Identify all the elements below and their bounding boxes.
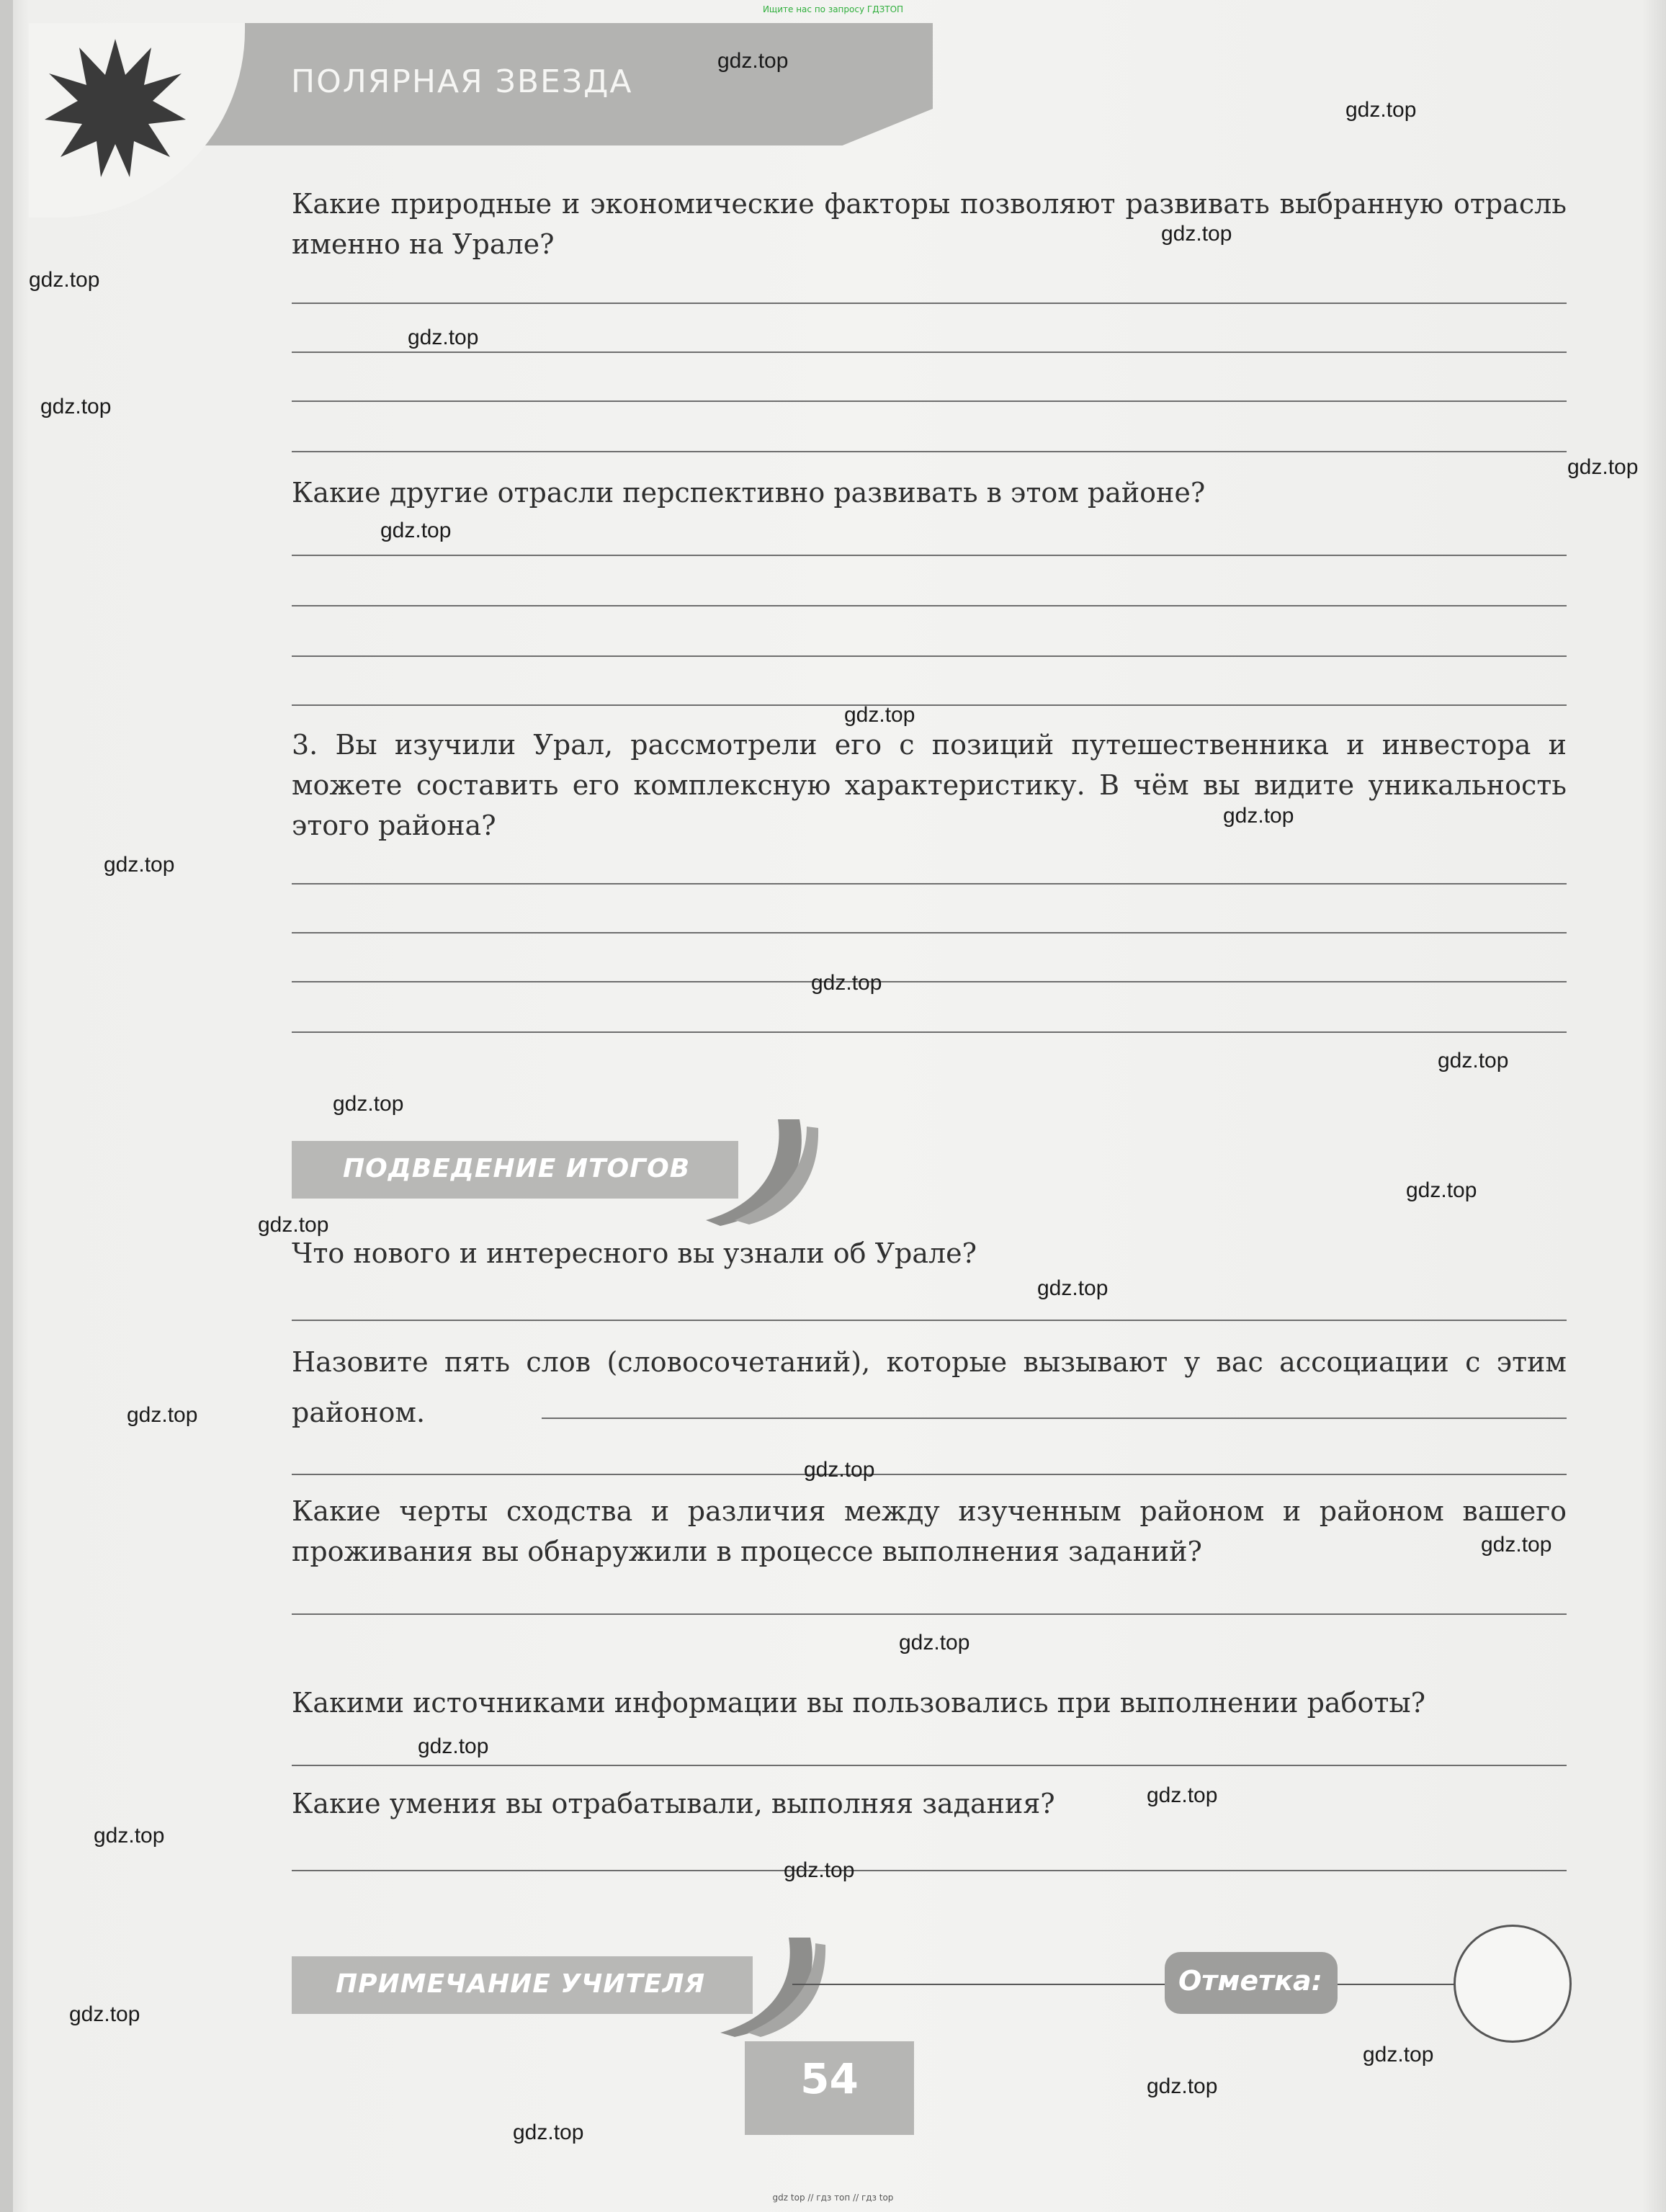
page-number: 54 [800, 2054, 859, 2103]
watermark: gdz.top [1223, 804, 1294, 828]
watermark: gdz.top [844, 703, 915, 727]
summary-title: ПОДВЕДЕНИЕ ИТОГОВ [343, 1154, 691, 1183]
grade-circle[interactable] [1454, 1925, 1572, 2043]
question-uniqueness: 3. Вы изучили Урал, рассмотрели его с позиций путешественника и инвестора и можете составить его комплексную характеристику. В чём вы видите уникальность этого района? [292, 729, 1567, 841]
watermark: gdz.top [1147, 2074, 1218, 2098]
watermark: gdz.top [40, 395, 112, 418]
watermark: gdz.top [1481, 1533, 1552, 1557]
answer-line[interactable] [292, 655, 1567, 657]
book-spine [0, 0, 13, 2212]
answer-line[interactable] [292, 605, 1567, 606]
watermark: gdz.top [258, 1213, 329, 1237]
answer-line[interactable] [292, 1320, 1567, 1321]
watermark: gdz.top [1438, 1049, 1509, 1073]
watermark: gdz.top [418, 1734, 489, 1758]
answer-line[interactable] [292, 451, 1567, 452]
watermark: gdz.top [127, 1403, 198, 1427]
answer-line[interactable] [292, 351, 1567, 353]
answer-line[interactable] [292, 1765, 1567, 1766]
answer-line[interactable] [292, 932, 1567, 933]
watermark: gdz.top [1567, 455, 1639, 479]
watermark: gdz.top [804, 1458, 875, 1482]
summary-question-similarities: Какие черты сходства и различия между изученным районом и районом вашего проживания вы обнаружили в процессе выполнения заданий? [292, 1495, 1567, 1567]
summary-question-new: Что нового и интересного вы узнали об Урале? [292, 1237, 977, 1269]
note-line [1337, 1984, 1455, 1985]
answer-line[interactable] [292, 1613, 1567, 1615]
summary-question-words: Назовите пять слов (словосочетаний), которые вызывают у вас ассоциации с этим районом. [292, 1346, 1567, 1428]
teacher-note-title: ПРИМЕЧАНИЕ УЧИТЕЛЯ [336, 1969, 706, 1999]
answer-line[interactable] [292, 303, 1567, 304]
watermark: gdz.top [1037, 1276, 1109, 1300]
answer-line[interactable] [292, 1870, 1567, 1871]
answer-line[interactable] [292, 883, 1567, 885]
watermark: gdz.top [717, 49, 789, 73]
watermark: gdz.top [899, 1631, 970, 1654]
question-other-industries: Какие другие отрасли перспективно развивать в этом районе? [292, 477, 1206, 509]
watermark: gdz.top [1363, 2043, 1434, 2067]
answer-line[interactable] [542, 1418, 1567, 1419]
answer-line[interactable] [292, 1474, 1567, 1475]
grade-label: Отметка: [1178, 1965, 1322, 1997]
answer-line[interactable] [292, 1031, 1567, 1033]
note-line[interactable] [792, 1984, 1167, 1985]
answer-line[interactable] [292, 555, 1567, 556]
watermark: gdz.top [513, 2121, 584, 2144]
watermark: gdz.top [1345, 98, 1417, 122]
star-icon [43, 35, 187, 179]
watermark: gdz.top [408, 326, 479, 349]
watermark: gdz.top [1406, 1178, 1477, 1202]
watermark: gdz.top [69, 2002, 140, 2026]
watermark: gdz.top [811, 971, 882, 995]
answer-line[interactable] [292, 400, 1567, 402]
answer-line[interactable] [292, 981, 1567, 982]
top-link[interactable]: Ищите нас по запросу ГДЗТОП [762, 4, 904, 14]
bottom-link[interactable]: gdz top // гдз топ // гдз top [772, 2193, 894, 2203]
summary-question-sources: Какими источниками информации вы пользовались при выполнении работы? [292, 1687, 1425, 1719]
series-title: ПОЛЯРНАЯ ЗВЕЗДА [291, 63, 633, 100]
swoosh-icon [691, 1112, 821, 1227]
watermark: gdz.top [1161, 222, 1232, 246]
question-natural-factors: Какие природные и экономические факторы позволяют развивать выбранную отрасль именно на Урале? [292, 188, 1567, 260]
summary-question-skills: Какие умения вы отрабатывали, выполняя задания? [292, 1788, 1055, 1819]
answer-line[interactable] [292, 704, 1567, 706]
watermark: gdz.top [784, 1858, 855, 1882]
watermark: gdz.top [29, 268, 100, 292]
watermark: gdz.top [94, 1824, 165, 1848]
watermark: gdz.top [104, 853, 175, 877]
watermark: gdz.top [333, 1092, 404, 1116]
watermark: gdz.top [380, 519, 452, 542]
watermark: gdz.top [1147, 1783, 1218, 1807]
